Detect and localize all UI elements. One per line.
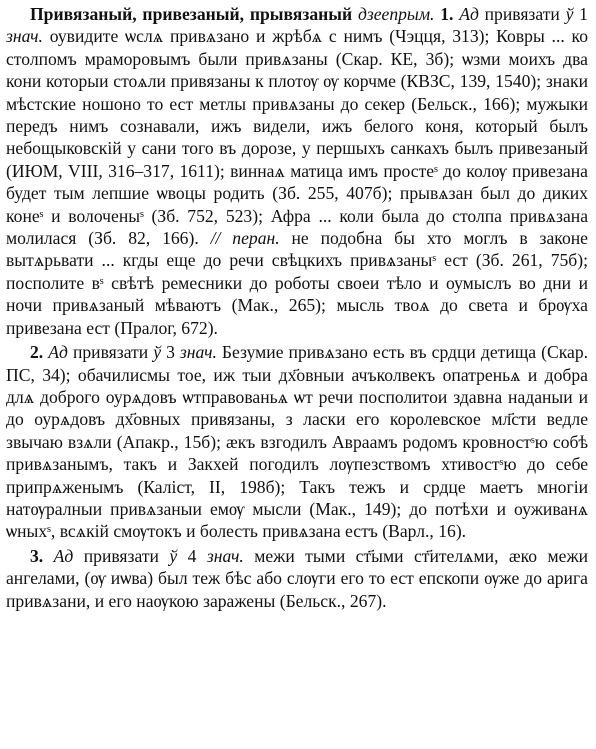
sense-3-text: межи тыми ст҃ыми ст҃ителѧми, ӕко межи ангелами, (ѹ иѡва) был теж бѣс або слѹги его то ест епскопи ѹже до арига привѧзани, и его наѹкою заражены (Бельск., 267). (6, 545, 589, 611)
sense-2-number: 2. (30, 342, 44, 363)
sense-1-text-2: не подобна бы хто моглъ в законе вытѧрьвати ... кгды еще до речи свѣцкихъ привѧзаныˢ ест (Зб. 261, 75б); посполите вˢ свѣтѣ ремесники до роботы своеи тѣло и оумыслъ во дни и ночи привѧзаный мѣваютъ (Мак., 265); мысль твоѧ до света и брѹха привезана ест (Пралог, 672). (6, 228, 588, 338)
sense-3-znach: знач. (206, 545, 244, 566)
sense-2-text: Безумие привѧзано есть въ срдци детища (Скар. ПС, 34); обачилисмы тое, иж тыи дх҃овныи ачъколвекъ опатреньѧ и добра длѧ доброго оурѧдовъ ѡтправованьѧ ѡт речи посполитои здавна наданыи и до оурѧдовъ дх҃овных привязаны, з ласки его королевское мл҃сти ведле звычаю взѧли (Апакр., 15б); ӕкъ взгодилъ Авраамъ родомъ кровностˢю собѣ привѧзанымъ, такъ и Закхей погодилъ лѹпезствомъ хтивостˢю до себе припрѧженымъ (Каліст, II, 198б); Такъ тежъ и срдце маетъ многіи натѹралныи привѧзаныи емѹ мысли (Мак., 149); до потѣхи и оуживанѧ ѡныхˢ, всѧкій смѹтокъ и болесть привѧзана естъ (Варл., 16). (6, 342, 589, 542)
sense-1-verb: привязати (484, 4, 560, 24)
entry-sense-2 (6, 341, 588, 543)
sense-1-number: 1. (440, 4, 454, 24)
part-of-speech: дзеепрым. (357, 4, 435, 24)
sense-2-verb: привязати (72, 342, 149, 363)
sense-1-figurative-sep: // перан. (198, 228, 280, 249)
sense-2-znach: знач. (179, 342, 217, 363)
sense-2-meaning-num: 3 (166, 342, 175, 363)
entry-sense-3 (6, 545, 588, 612)
sense-2-u: ў (153, 342, 162, 363)
sense-3-ref: Ад (53, 545, 74, 566)
sense-1-u: ў (565, 4, 574, 24)
sense-1-meaning-num: 1 (579, 4, 588, 24)
headword: Привязаный, привезаный, прывязаный (30, 4, 353, 24)
sense-3-number: 3. (30, 545, 44, 566)
sense-1-znach: знач. (6, 26, 43, 47)
sense-3-u: ў (169, 545, 178, 566)
entry-sense-1 (6, 3, 588, 339)
sense-1-ref: Ад (459, 4, 479, 24)
sense-3-meaning-num: 4 (187, 545, 197, 566)
sense-2-ref: Ад (48, 342, 68, 363)
sense-3-verb: привязати (83, 545, 159, 566)
sense-1-text: оувидите ѡслѧ привѧзано и жрѣбѧ с нимъ (Чэцця, 313); Ковры ... ко столпомъ мраморовымъ были привѧзаны (Скар. КЕ, 3б); ѡзми моихъ два кони которыи стоѧли привязаны к плотѹ ѹ корчме (КВЗС, 139, 1540); знаки мѣстские ношоно то ест метлы привѧзаны до секер (Бельск., 166); мужыки передъ нимъ сознавали, ижъ видели, ижъ белого коня, который былъ небощыковскій у сани того въ дорозе, у першыхъ санкахъ былъ привезаный (ИЮМ, VIII, 316–317, 1611); виннаѧ матица имъ простеˢ до колѹ привезана будет тым лепшие ѡвоцы родить (Зб. 255, 407б); прывѧзан был до диких конеˢ и волоченыˢ (Зб. 752, 523); Афра ... коли была до столпа привѧзана молилася (Зб. 82, 166). (6, 26, 588, 249)
